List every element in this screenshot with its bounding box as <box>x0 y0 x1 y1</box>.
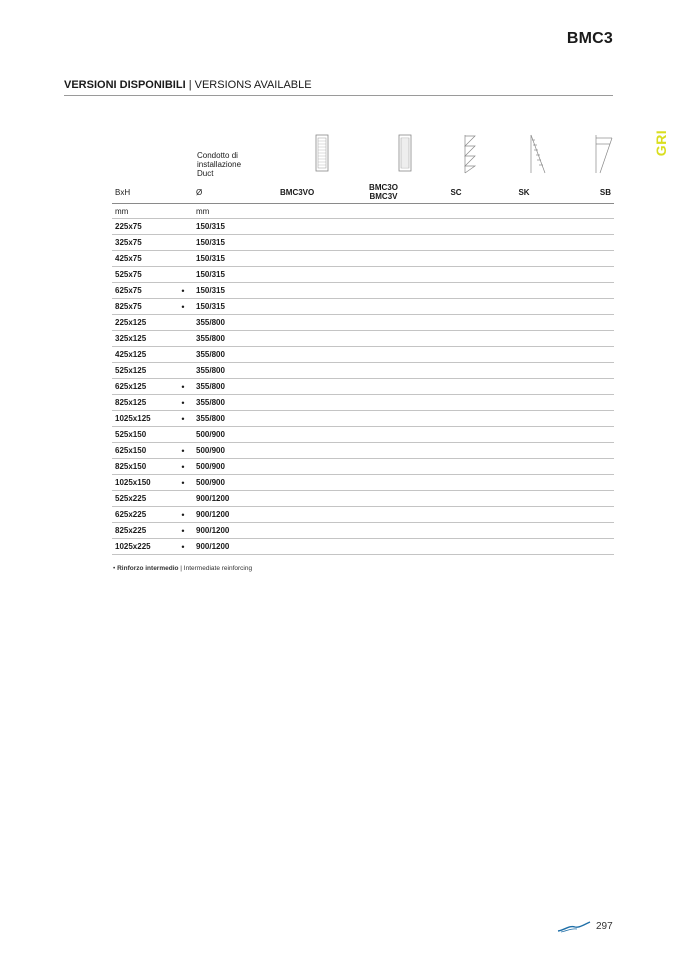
footnote <box>113 565 252 572</box>
table-row <box>112 523 614 539</box>
cell-duct: 355/800 <box>193 315 277 331</box>
footnote-en: Intermediate reinforcing <box>183 565 253 572</box>
cell-sk <box>490 427 558 443</box>
cell-bmc3vo <box>277 443 345 459</box>
cell-duct: 500/900 <box>193 427 277 443</box>
cell-bmc3vo <box>277 347 345 363</box>
cell-sb <box>558 347 614 363</box>
cell-duct: 355/800 <box>193 347 277 363</box>
cell-size: 325x75 <box>112 235 173 251</box>
cell-sb <box>558 315 614 331</box>
cell-sk <box>490 283 558 299</box>
cell-sc <box>422 315 490 331</box>
table-row <box>112 363 614 379</box>
section-heading <box>64 79 613 96</box>
footnote-it: Rinforzo intermedio <box>117 565 179 572</box>
cell-size: 1025x225 <box>112 539 173 555</box>
category-side-tab <box>651 127 671 159</box>
cell-size: 825x225 <box>112 523 173 539</box>
category-label: GRI <box>653 129 669 157</box>
cell-duct: 150/315 <box>193 219 277 235</box>
cell-reinforcement <box>173 427 193 443</box>
cell-reinforcement <box>173 491 193 507</box>
table-row <box>112 411 614 427</box>
cell-bmc3vo <box>277 219 345 235</box>
cell-duct: 900/1200 <box>193 523 277 539</box>
table-row <box>112 507 614 523</box>
cell-duct: 355/800 <box>193 363 277 379</box>
cell-sc <box>422 459 490 475</box>
table-row <box>112 251 614 267</box>
cell-duct: 900/1200 <box>193 507 277 523</box>
cell-sk <box>490 235 558 251</box>
table-row <box>112 491 614 507</box>
table-row <box>112 315 614 331</box>
cell-sb <box>558 219 614 235</box>
cell-bmc3o-bmc3v <box>345 283 422 299</box>
table-row <box>112 235 614 251</box>
cell-duct: 150/315 <box>193 283 277 299</box>
cell-sk <box>490 491 558 507</box>
cell-duct: 150/315 <box>193 299 277 315</box>
cell-sk <box>490 539 558 555</box>
cell-reinforcement: • <box>173 395 193 411</box>
cell-reinforcement <box>173 235 193 251</box>
cell-bmc3o-bmc3v <box>345 459 422 475</box>
cell-size: 225x75 <box>112 219 173 235</box>
cell-sb <box>558 379 614 395</box>
duct-header-line2: installazione <box>197 160 242 169</box>
cell-reinforcement: • <box>173 539 193 555</box>
cell-bmc3vo <box>277 283 345 299</box>
cell-duct: 355/800 <box>193 411 277 427</box>
cell-bmc3vo <box>277 363 345 379</box>
cell-sb <box>558 523 614 539</box>
cell-bmc3vo <box>277 251 345 267</box>
cell-sk <box>490 299 558 315</box>
cell-sc <box>422 443 490 459</box>
col-header-bmc3vo: BMC3VO <box>277 181 345 204</box>
cell-bmc3o-bmc3v <box>345 347 422 363</box>
cell-sk <box>490 219 558 235</box>
cell-sb <box>558 299 614 315</box>
cell-sc <box>422 347 490 363</box>
cell-size: 425x125 <box>112 347 173 363</box>
cell-sb <box>558 475 614 491</box>
section-title-en: VERSIONS AVAILABLE <box>194 79 312 91</box>
cell-size: 625x75 <box>112 283 173 299</box>
cell-sb <box>558 267 614 283</box>
cell-size: 1025x125 <box>112 411 173 427</box>
cell-duct: 500/900 <box>193 475 277 491</box>
cell-sc <box>422 411 490 427</box>
table-row <box>112 427 614 443</box>
table-header-row <box>112 181 614 204</box>
cell-sc <box>422 363 490 379</box>
cell-sk <box>490 363 558 379</box>
table-row <box>112 299 614 315</box>
duct-column-header <box>197 151 241 178</box>
cell-sb <box>558 411 614 427</box>
col-header-bmc3o: BMC3O <box>369 183 398 192</box>
col-header-bmc3v: BMC3V <box>369 192 398 201</box>
cell-duct: 500/900 <box>193 443 277 459</box>
cell-bmc3o-bmc3v <box>345 475 422 491</box>
cell-bmc3o-bmc3v <box>345 267 422 283</box>
cell-duct: 900/1200 <box>193 539 277 555</box>
cell-sb <box>558 443 614 459</box>
cell-reinforcement: • <box>173 299 193 315</box>
cell-reinforcement: • <box>173 283 193 299</box>
cell-bmc3vo <box>277 411 345 427</box>
cell-sc <box>422 235 490 251</box>
footnote-separator: | <box>178 565 184 572</box>
cell-bmc3vo <box>277 379 345 395</box>
cell-sb <box>558 507 614 523</box>
cell-bmc3vo <box>277 331 345 347</box>
cell-bmc3vo <box>277 315 345 331</box>
cell-sc <box>422 491 490 507</box>
cell-sb <box>558 459 614 475</box>
cell-sc <box>422 539 490 555</box>
cell-duct: 900/1200 <box>193 491 277 507</box>
cell-sk <box>490 443 558 459</box>
cell-sc <box>422 219 490 235</box>
cell-size: 525x225 <box>112 491 173 507</box>
sk-profile-icon <box>526 132 550 176</box>
cell-sk <box>490 411 558 427</box>
table-row <box>112 459 614 475</box>
sc-profile-icon <box>458 132 482 176</box>
cell-size: 825x75 <box>112 299 173 315</box>
cell-sb <box>558 331 614 347</box>
cell-sb <box>558 395 614 411</box>
footnote-bullet: • <box>113 565 116 572</box>
table-row <box>112 219 614 235</box>
table-row <box>112 475 614 491</box>
cell-sb <box>558 427 614 443</box>
cell-duct: 355/800 <box>193 395 277 411</box>
cell-size: 225x125 <box>112 315 173 331</box>
cell-reinforcement: • <box>173 459 193 475</box>
col-header-sk: SK <box>490 181 558 204</box>
cell-bmc3vo <box>277 459 345 475</box>
cell-sb <box>558 251 614 267</box>
unit-size: mm <box>112 204 173 219</box>
product-model-title: BMC3 <box>566 30 613 47</box>
cell-reinforcement <box>173 363 193 379</box>
cell-bmc3o-bmc3v <box>345 443 422 459</box>
cell-bmc3vo <box>277 427 345 443</box>
cell-sb <box>558 235 614 251</box>
cell-duct: 355/800 <box>193 379 277 395</box>
cell-reinforcement <box>173 267 193 283</box>
section-title-it: VERSIONI DISPONIBILI <box>64 79 186 91</box>
cell-reinforcement <box>173 251 193 267</box>
table-row <box>112 331 614 347</box>
cell-sb <box>558 283 614 299</box>
cell-sc <box>422 379 490 395</box>
cell-bmc3o-bmc3v <box>345 299 422 315</box>
wave-logo-icon <box>557 921 591 933</box>
cell-duct: 150/315 <box>193 235 277 251</box>
cell-bmc3o-bmc3v <box>345 331 422 347</box>
cell-size: 425x75 <box>112 251 173 267</box>
cell-duct: 150/315 <box>193 267 277 283</box>
cell-bmc3o-bmc3v <box>345 507 422 523</box>
cell-sk <box>490 267 558 283</box>
table-row <box>112 539 614 555</box>
cell-size: 825x150 <box>112 459 173 475</box>
grille-vertical-blades-icon <box>310 132 334 176</box>
duct-header-line3: Duct <box>197 169 214 178</box>
cell-bmc3vo <box>277 475 345 491</box>
cell-sk <box>490 251 558 267</box>
cell-size: 1025x150 <box>112 475 173 491</box>
cell-sk <box>490 347 558 363</box>
cell-sk <box>490 331 558 347</box>
cell-bmc3o-bmc3v <box>345 539 422 555</box>
table-row <box>112 267 614 283</box>
cell-sc <box>422 427 490 443</box>
cell-sk <box>490 523 558 539</box>
cell-size: 825x125 <box>112 395 173 411</box>
cell-duct: 150/315 <box>193 251 277 267</box>
cell-bmc3o-bmc3v <box>345 491 422 507</box>
cell-reinforcement: • <box>173 379 193 395</box>
cell-size: 325x125 <box>112 331 173 347</box>
cell-sb <box>558 363 614 379</box>
cell-sk <box>490 475 558 491</box>
cell-bmc3o-bmc3v <box>345 395 422 411</box>
cell-bmc3vo <box>277 395 345 411</box>
cell-reinforcement <box>173 315 193 331</box>
cell-sc <box>422 395 490 411</box>
cell-bmc3vo <box>277 299 345 315</box>
col-header-bmc3o-bmc3v <box>345 181 422 204</box>
cell-reinforcement <box>173 331 193 347</box>
cell-bmc3o-bmc3v <box>345 251 422 267</box>
cell-sb <box>558 539 614 555</box>
cell-size: 525x75 <box>112 267 173 283</box>
cell-reinforcement <box>173 347 193 363</box>
cell-reinforcement: • <box>173 507 193 523</box>
cell-size: 525x150 <box>112 427 173 443</box>
cell-sc <box>422 331 490 347</box>
sb-profile-icon <box>592 132 616 176</box>
cell-sk <box>490 507 558 523</box>
cell-bmc3vo <box>277 235 345 251</box>
col-header-sc: SC <box>422 181 490 204</box>
cell-bmc3o-bmc3v <box>345 235 422 251</box>
cell-bmc3vo <box>277 507 345 523</box>
cell-bmc3o-bmc3v <box>345 523 422 539</box>
unit-duct: mm <box>193 204 277 219</box>
cell-bmc3vo <box>277 523 345 539</box>
cell-bmc3o-bmc3v <box>345 411 422 427</box>
cell-bmc3o-bmc3v <box>345 219 422 235</box>
cell-sk <box>490 459 558 475</box>
cell-sc <box>422 299 490 315</box>
cell-reinforcement: • <box>173 411 193 427</box>
cell-bmc3vo <box>277 267 345 283</box>
table-row <box>112 443 614 459</box>
cell-reinforcement: • <box>173 475 193 491</box>
col-header-duct: Ø <box>193 181 277 204</box>
versions-table <box>112 181 614 555</box>
cell-bmc3o-bmc3v <box>345 427 422 443</box>
cell-sk <box>490 379 558 395</box>
table-row <box>112 379 614 395</box>
cell-size: 625x125 <box>112 379 173 395</box>
cell-size: 625x225 <box>112 507 173 523</box>
cell-sc <box>422 251 490 267</box>
cell-reinforcement: • <box>173 523 193 539</box>
cell-sc <box>422 507 490 523</box>
grille-horizontal-blades-icon <box>393 132 417 176</box>
cell-reinforcement: • <box>173 443 193 459</box>
col-header-size: BxH <box>112 181 173 204</box>
cell-sk <box>490 315 558 331</box>
section-separator: | <box>185 79 195 91</box>
cell-size: 625x150 <box>112 443 173 459</box>
cell-size: 525x125 <box>112 363 173 379</box>
cell-sb <box>558 491 614 507</box>
page-number: 297 <box>596 921 613 932</box>
cell-bmc3vo <box>277 491 345 507</box>
cell-duct: 500/900 <box>193 459 277 475</box>
duct-header-line1: Condotto di <box>197 151 238 160</box>
cell-sk <box>490 395 558 411</box>
cell-bmc3o-bmc3v <box>345 363 422 379</box>
cell-sc <box>422 475 490 491</box>
table-row <box>112 395 614 411</box>
cell-sc <box>422 267 490 283</box>
table-row <box>112 347 614 363</box>
units-row <box>112 204 614 219</box>
cell-bmc3vo <box>277 539 345 555</box>
col-header-sb: SB <box>558 181 614 204</box>
cell-bmc3o-bmc3v <box>345 315 422 331</box>
table-row <box>112 283 614 299</box>
cell-sc <box>422 523 490 539</box>
cell-reinforcement <box>173 219 193 235</box>
cell-duct: 355/800 <box>193 331 277 347</box>
cell-sc <box>422 283 490 299</box>
cell-bmc3o-bmc3v <box>345 379 422 395</box>
